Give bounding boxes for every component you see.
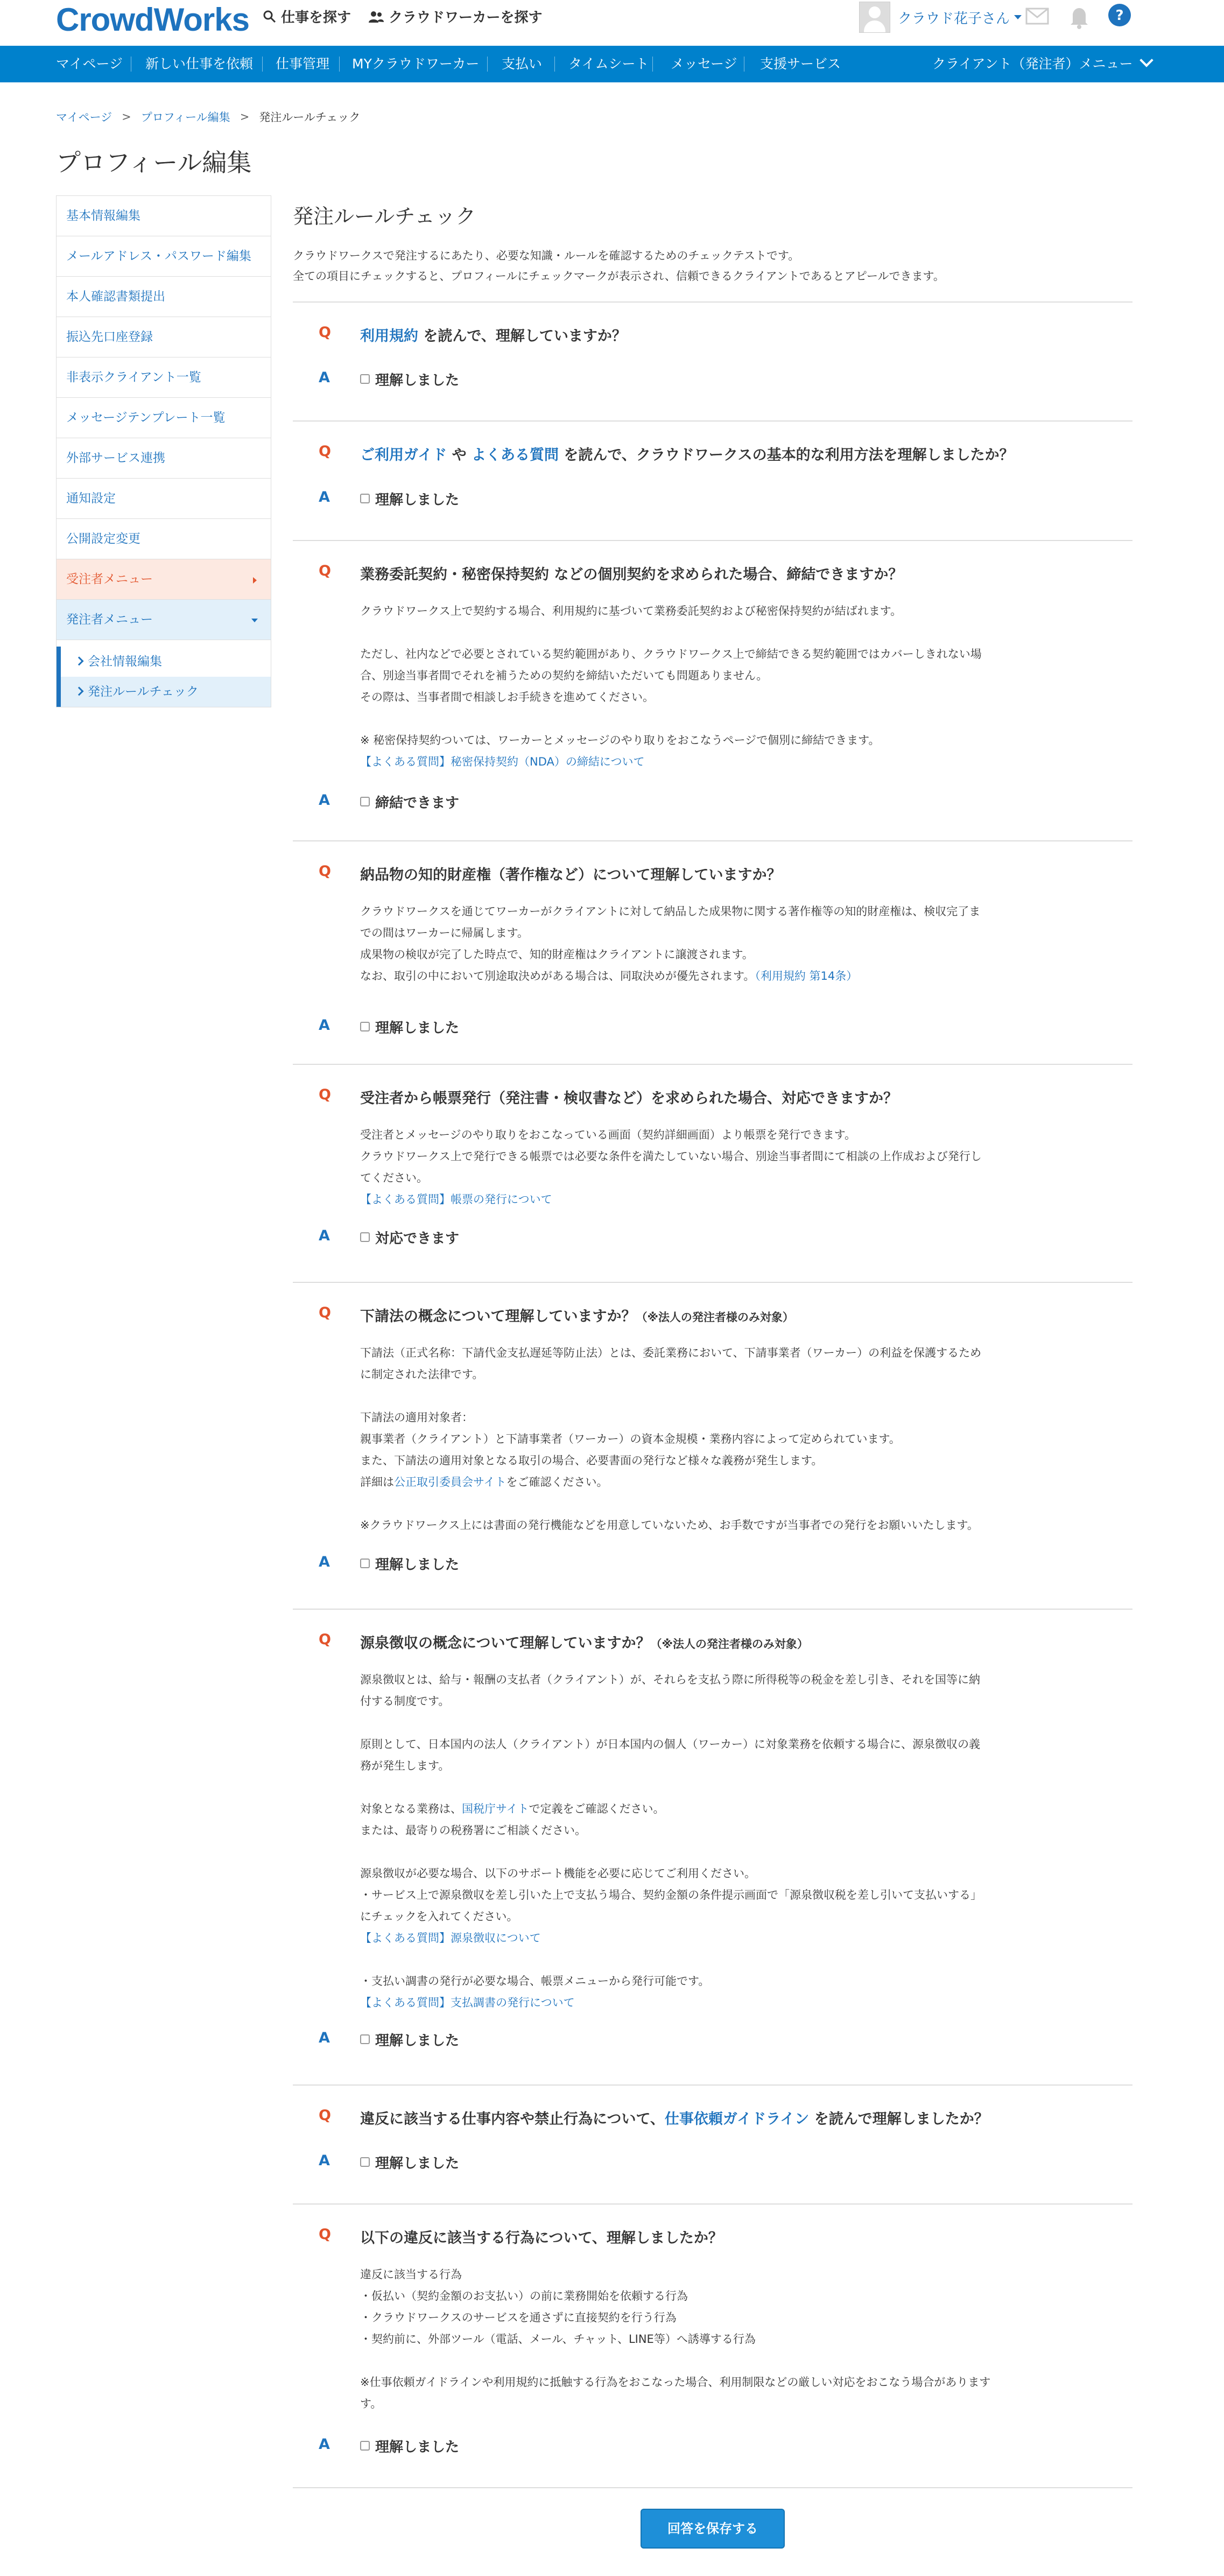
body-line: ・サービス上で源泉徴収を差し引いた上で支払う場合、契約金額の条件提示画面で「源泉徴収税を差し引いて支払いする」 bbox=[360, 1889, 982, 1901]
answer-label[interactable]: 対応できます bbox=[375, 1231, 460, 1247]
question-label: 下請法の概念について理解していますか？ bbox=[360, 1308, 636, 1325]
body-line bbox=[360, 2350, 1071, 2371]
body-line: ・クラウドワークスのサービスを通さずに直接契約を行う行為 bbox=[360, 2311, 677, 2324]
body-line: クラウドワークス上で発行できる帳票では必要な条件を満たしていない場合、別途当事者間にて相談の上作成および発行し bbox=[360, 1150, 982, 1163]
answer-checkbox[interactable] bbox=[360, 374, 370, 384]
question-8 bbox=[293, 2084, 1132, 2172]
question-2 bbox=[293, 420, 1132, 508]
body-line: また、下請法の適用対象となる取引の場合、必要書面の発行など様々な義務が発生します。 bbox=[360, 1454, 823, 1467]
body-line: 付する制度です。 bbox=[360, 1695, 450, 1708]
sidebar-item-privacy[interactable]: 公開設定変更 bbox=[57, 519, 271, 559]
help-icon[interactable] bbox=[1108, 3, 1131, 29]
breadcrumb bbox=[56, 109, 360, 125]
answer-label[interactable]: 締結できます bbox=[375, 795, 460, 811]
users-icon bbox=[368, 10, 384, 24]
body-line: 源泉徴収とは、給与・報酬の支払者（クライアント）が、それらを支払う際に所得税等の税金を差し引き、それを国等に納 bbox=[360, 1673, 981, 1686]
jftc-site-link[interactable]: 公正取引委員会サイト bbox=[394, 1476, 507, 1489]
body-line: 違反に該当する行為 bbox=[360, 2268, 462, 2281]
q-mark: Q bbox=[319, 324, 331, 341]
client-menu-label: クライアント（発注者）メニュー bbox=[932, 56, 1133, 72]
main-content bbox=[293, 195, 1132, 2455]
faq-payment-record-link[interactable]: 【よくある質問】支払調書の発行について bbox=[360, 1996, 575, 2009]
chevron-down-icon bbox=[1014, 15, 1022, 19]
body-line bbox=[360, 1493, 1071, 1514]
a-mark: A bbox=[319, 369, 330, 386]
body-line: てください。 bbox=[360, 1171, 428, 1184]
a-mark: A bbox=[319, 2436, 330, 2453]
question-4 bbox=[293, 840, 1132, 1036]
question-note: （※法人の発注者様のみ対象） bbox=[650, 1638, 808, 1651]
nav-payment[interactable]: 支払い bbox=[502, 56, 543, 72]
question-body bbox=[360, 2264, 1071, 2414]
question-label: を読んで、クラウドワークスの基本的な利用方法を理解しましたか？ bbox=[559, 447, 1014, 464]
client-submenu bbox=[57, 640, 271, 707]
body-line: ・支払い調書の発行が必要な場合、帳票メニューから発行可能です。 bbox=[360, 1975, 710, 1988]
question-text: 納品物の知的財産権（著作権など）について理解していますか？ bbox=[360, 867, 782, 883]
body-line: ※仕事依頼ガイドラインや利用規約に抵触する行為をおこなった場合、利用制限などの厳しい対応をおこなう場合があります bbox=[360, 2376, 991, 2389]
body-line: 受注者とメッセージのやり取りをおこなっている画面（契約詳細画面）より帳票を発行できます。 bbox=[360, 1128, 856, 1141]
question-text: 受注者から帳票発行（発注書・検収書など）を求められた場合、対応できますか？ bbox=[360, 1090, 898, 1107]
body-line bbox=[360, 1777, 1071, 1798]
q-mark: Q bbox=[319, 1631, 331, 1648]
answer-label[interactable]: 理解しました bbox=[375, 492, 460, 508]
body-line: クラウドワークスを通じてワーカーがクライアントに対して納品した成果物に関する著作権等の知的財産権は、検収完了ま bbox=[360, 905, 981, 918]
question-text bbox=[360, 324, 1071, 345]
a-mark: A bbox=[319, 489, 330, 506]
top-header bbox=[0, 0, 1224, 46]
sidebar-item-external-services[interactable]: 外部サービス連携 bbox=[57, 438, 271, 479]
body-line: 源泉徴収が必要な場合、以下のサポート機能を必要に応じてご利用ください。 bbox=[360, 1867, 756, 1880]
question-text bbox=[360, 2107, 1071, 2128]
body-line bbox=[360, 965, 1071, 987]
nav-support-services[interactable]: 支援サービス bbox=[760, 56, 841, 72]
body-line: ただし、社内などで必要とされている契約範囲があり、クラウドワークス上で締結できる契約範囲ではカバーしきれない場 bbox=[360, 648, 982, 661]
body-line: での間はワーカーに帰属します。 bbox=[360, 926, 529, 939]
faq-withholding-link[interactable]: 【よくある質問】源泉徴収について bbox=[360, 1932, 541, 1945]
body-text-span: をご確認ください。 bbox=[506, 1476, 608, 1489]
nav-job-management[interactable]: 仕事管理 bbox=[276, 56, 330, 72]
answer-checkbox[interactable] bbox=[360, 797, 370, 806]
question-body bbox=[360, 1124, 1071, 1210]
question-label: を読んで理解しましたか？ bbox=[809, 2111, 989, 2128]
question-text: 業務委託契約・秘密保持契約 などの個別契約を求められた場合、締結できますか？ bbox=[360, 566, 903, 583]
main-navigation bbox=[0, 46, 1224, 82]
q-mark: Q bbox=[319, 2107, 331, 2124]
body-line: 親事業者（クライアント）と下請事業者（ワーカー）の資本金規模・業務内容によって定められています。 bbox=[360, 1433, 901, 1445]
body-line bbox=[360, 1712, 1071, 1733]
body-text-span: なお、取引の中において別途取決めがある場合は、同取決めが優先されます。 bbox=[360, 970, 755, 982]
a-mark: A bbox=[319, 2030, 330, 2046]
body-line bbox=[360, 1471, 1071, 1493]
avatar bbox=[859, 2, 890, 33]
answer-label[interactable]: 理解しました bbox=[375, 2033, 460, 2049]
sidebar-item-worker-menu[interactable] bbox=[57, 559, 271, 600]
client-menu-label: 発注者メニュー bbox=[66, 613, 153, 627]
body-line: にチェックを入れてください。 bbox=[360, 1910, 518, 1923]
user-menu[interactable] bbox=[859, 0, 1022, 34]
q-mark: Q bbox=[319, 1086, 331, 1103]
sidebar-item-hidden-clients[interactable]: 非表示クライアント一覧 bbox=[57, 357, 271, 398]
guideline-link[interactable]: 仕事依頼ガイドライン bbox=[664, 2111, 810, 2128]
chevron-down-icon bbox=[1139, 53, 1153, 67]
sidebar-item-email-password[interactable]: メールアドレス・パスワード編集 bbox=[57, 236, 271, 277]
section-title: 発注ルールチェック bbox=[293, 205, 476, 228]
answer-label[interactable]: 理解しました bbox=[375, 2439, 460, 2455]
body-line bbox=[360, 1841, 1071, 1863]
body-line: ・仮払い（契約金額のお支払い）の前に業務開始を依頼する行為 bbox=[360, 2290, 688, 2303]
find-jobs-label: 仕事を探す bbox=[281, 10, 351, 26]
nav-timesheet[interactable]: タイムシート bbox=[568, 56, 649, 72]
terms-link[interactable]: 利用規約 bbox=[360, 328, 418, 345]
body-line: 下請法（正式名称：下請代金支払遅延等防止法）とは、委託業務において、下請事業者（ワーカー）の利益を保護するため bbox=[360, 1346, 982, 1359]
question-body bbox=[360, 1342, 1071, 1536]
q-mark: Q bbox=[319, 2226, 331, 2243]
a-mark: A bbox=[319, 1554, 330, 1570]
answer-label[interactable]: 理解しました bbox=[375, 2156, 460, 2172]
body-line: ・契約前に、外部ツール（電話、メール、チャット、LINE等）へ誘導する行為 bbox=[360, 2333, 756, 2346]
sidebar-item-basic-info[interactable]: 基本情報編集 bbox=[57, 196, 271, 236]
body-line: クラウドワークス上で契約する場合、利用規約に基づいて業務委託契約および秘密保持契約が結ばれます。 bbox=[360, 605, 902, 617]
body-line: 成果物の検収が完了した時点で、知的財産権はクライアントに譲渡されます。 bbox=[360, 948, 754, 961]
body-line: す。 bbox=[360, 2397, 382, 2410]
body-line: 務が発生します。 bbox=[360, 1759, 450, 1772]
a-mark: A bbox=[319, 792, 330, 809]
body-line bbox=[360, 708, 1071, 729]
worker-menu-label: 受注者メニュー bbox=[66, 572, 153, 586]
sidebar-subitem-company-info[interactable] bbox=[57, 647, 271, 677]
sidebar-item-message-templates[interactable]: メッセージテンプレート一覧 bbox=[57, 398, 271, 438]
a-mark: A bbox=[319, 1227, 330, 1244]
body-line bbox=[360, 1949, 1071, 1970]
divider bbox=[293, 2487, 1132, 2488]
intro-line: 全ての項目にチェックすると、プロフィールにチェックマークが表示され、信頼できるクライアントであるとアピールできます。 bbox=[293, 270, 945, 283]
question-text bbox=[360, 443, 1071, 464]
nav-my-crowdworker[interactable]: MYクラウドワーカー bbox=[352, 56, 480, 72]
question-body bbox=[360, 901, 1071, 987]
breadcrumb-profile-edit[interactable]: プロフィール編集 bbox=[140, 111, 230, 124]
body-line bbox=[360, 622, 1071, 643]
find-jobs-link[interactable] bbox=[263, 6, 351, 26]
body-line bbox=[360, 1798, 1071, 1820]
nta-site-link[interactable]: 国税庁サイト bbox=[462, 1802, 529, 1815]
answer-checkbox[interactable] bbox=[360, 2157, 370, 2167]
question-text bbox=[360, 1631, 1071, 1652]
caret-down-icon bbox=[251, 619, 258, 622]
svg-text:?: ? bbox=[1115, 8, 1124, 24]
faq-forms-link[interactable]: 【よくある質問】帳票の発行について bbox=[360, 1193, 552, 1206]
question-body bbox=[360, 1669, 1071, 2013]
body-text-span: 対象となる業務は、 bbox=[360, 1802, 462, 1815]
breadcrumb-current: 発注ルールチェック bbox=[259, 111, 361, 124]
sidebar bbox=[56, 195, 271, 707]
terms-article-link[interactable]: （利用規約 第14条） bbox=[755, 970, 858, 982]
crowdworks-logo[interactable]: CrowdWorks bbox=[56, 2, 249, 38]
body-text-span: 詳細は bbox=[360, 1476, 394, 1489]
question-5 bbox=[293, 1064, 1132, 1247]
save-answers-button[interactable]: 回答を保存する bbox=[641, 2509, 785, 2549]
sidebar-item-notifications[interactable]: 通知設定 bbox=[57, 479, 271, 519]
answer-checkbox[interactable] bbox=[360, 2034, 370, 2044]
body-text-span: で定義をご確認ください。 bbox=[529, 1802, 665, 1815]
sidebar-item-bank-account[interactable]: 振込先口座登録 bbox=[57, 317, 271, 357]
question-label: 違反に該当する仕事内容や禁止行為について、 bbox=[360, 2111, 665, 2128]
question-3 bbox=[293, 540, 1132, 811]
question-9 bbox=[293, 2203, 1132, 2455]
nav-new-job[interactable]: 新しい仕事を依頼 bbox=[145, 56, 254, 72]
question-label: や bbox=[447, 447, 472, 464]
question-text bbox=[360, 1304, 1071, 1325]
sidebar-item-identity[interactable]: 本人確認書類提出 bbox=[57, 277, 271, 317]
q-mark: Q bbox=[319, 1304, 331, 1321]
search-icon bbox=[263, 10, 277, 24]
breadcrumb-mypage[interactable]: マイページ bbox=[56, 111, 112, 124]
answer-checkbox[interactable] bbox=[360, 1022, 370, 1031]
answer-checkbox[interactable] bbox=[360, 1559, 370, 1568]
question-note: （※法人の発注者様のみ対象） bbox=[636, 1311, 794, 1324]
find-workers-label: クラウドワーカーを探す bbox=[389, 10, 543, 26]
body-line: 下請法の適用対象者： bbox=[360, 1411, 473, 1424]
intro-text bbox=[293, 245, 1132, 286]
body-line: ※クラウドワークス上には書面の発行機能などを用意していないため、お手数ですが当事者での発行をお願いいたします。 bbox=[360, 1519, 979, 1532]
q-mark: Q bbox=[319, 563, 331, 579]
nav-mypage[interactable]: マイページ bbox=[56, 56, 123, 72]
body-line: ※ 秘密保持契約ついては、ワーカーとメッセージのやり取りをおこなうページで個別に締結できます。 bbox=[360, 734, 880, 747]
question-label: 源泉徴収の概念について理解していますか？ bbox=[360, 1635, 651, 1652]
bell-icon[interactable] bbox=[1068, 5, 1090, 31]
subitem-label: 発注ルールチェック bbox=[88, 685, 199, 699]
chevron-right-icon bbox=[75, 687, 84, 696]
body-line: または、最寄りの税務署にご相談ください。 bbox=[360, 1824, 586, 1837]
nav-messages[interactable]: メッセージ bbox=[671, 56, 737, 72]
caret-right-icon bbox=[253, 577, 257, 584]
guide-link[interactable]: ご利用ガイド bbox=[360, 447, 447, 464]
body-line: 合、別途当事者間でそれを補うための契約を締結いただいても問題ありません。 bbox=[360, 669, 768, 682]
sidebar-subitem-order-rule-check[interactable] bbox=[57, 677, 271, 707]
user-name: クラウド花子さん bbox=[898, 10, 1010, 27]
question-1 bbox=[293, 301, 1132, 389]
page-title: プロフィール編集 bbox=[56, 148, 252, 177]
body-line: その際は、当事者間で相談しお手続きを進めてください。 bbox=[360, 691, 654, 704]
question-6 bbox=[293, 1282, 1132, 1573]
a-mark: A bbox=[319, 2152, 330, 2169]
sidebar-item-client-menu[interactable] bbox=[57, 600, 271, 640]
intro-line: クラウドワークスで発注するにあたり、必要な知識・ルールを確認するためのチェックテストです。 bbox=[293, 249, 800, 262]
answer-checkbox[interactable] bbox=[360, 2441, 370, 2451]
body-line bbox=[360, 1385, 1071, 1407]
subitem-label: 会社情報編集 bbox=[88, 655, 162, 669]
faq-link[interactable]: よくある質問 bbox=[472, 447, 559, 464]
question-label: を読んで、理解していますか？ bbox=[418, 328, 627, 345]
answer-checkbox[interactable] bbox=[360, 1232, 370, 1242]
question-7 bbox=[293, 1609, 1132, 2049]
a-mark: A bbox=[319, 1017, 330, 1034]
faq-nda-link[interactable]: 【よくある質問】秘密保持契約（NDA）の締結について bbox=[360, 755, 645, 768]
answer-checkbox[interactable] bbox=[360, 494, 370, 503]
body-line: に制定された法律です。 bbox=[360, 1368, 484, 1381]
body-line: 原則として、日本国内の法人（クライアント）が日本国内の個人（ワーカー）に対象業務を依頼する場合に、源泉徴収の義 bbox=[360, 1738, 981, 1751]
client-menu-dropdown[interactable] bbox=[921, 46, 1162, 82]
question-text: 以下の違反に該当する行為について、理解しましたか？ bbox=[360, 2230, 723, 2247]
find-workers-link[interactable] bbox=[368, 6, 542, 26]
answer-label[interactable]: 理解しました bbox=[375, 1020, 460, 1036]
breadcrumb-separator: > bbox=[122, 110, 131, 123]
q-mark: Q bbox=[319, 443, 331, 460]
answer-label[interactable]: 理解しました bbox=[375, 373, 460, 389]
question-body bbox=[360, 600, 1071, 773]
q-mark: Q bbox=[319, 863, 331, 880]
breadcrumb-separator: > bbox=[240, 110, 250, 123]
mail-icon[interactable] bbox=[1025, 5, 1049, 29]
answer-label[interactable]: 理解しました bbox=[375, 1557, 460, 1573]
chevron-right-icon bbox=[75, 657, 84, 666]
